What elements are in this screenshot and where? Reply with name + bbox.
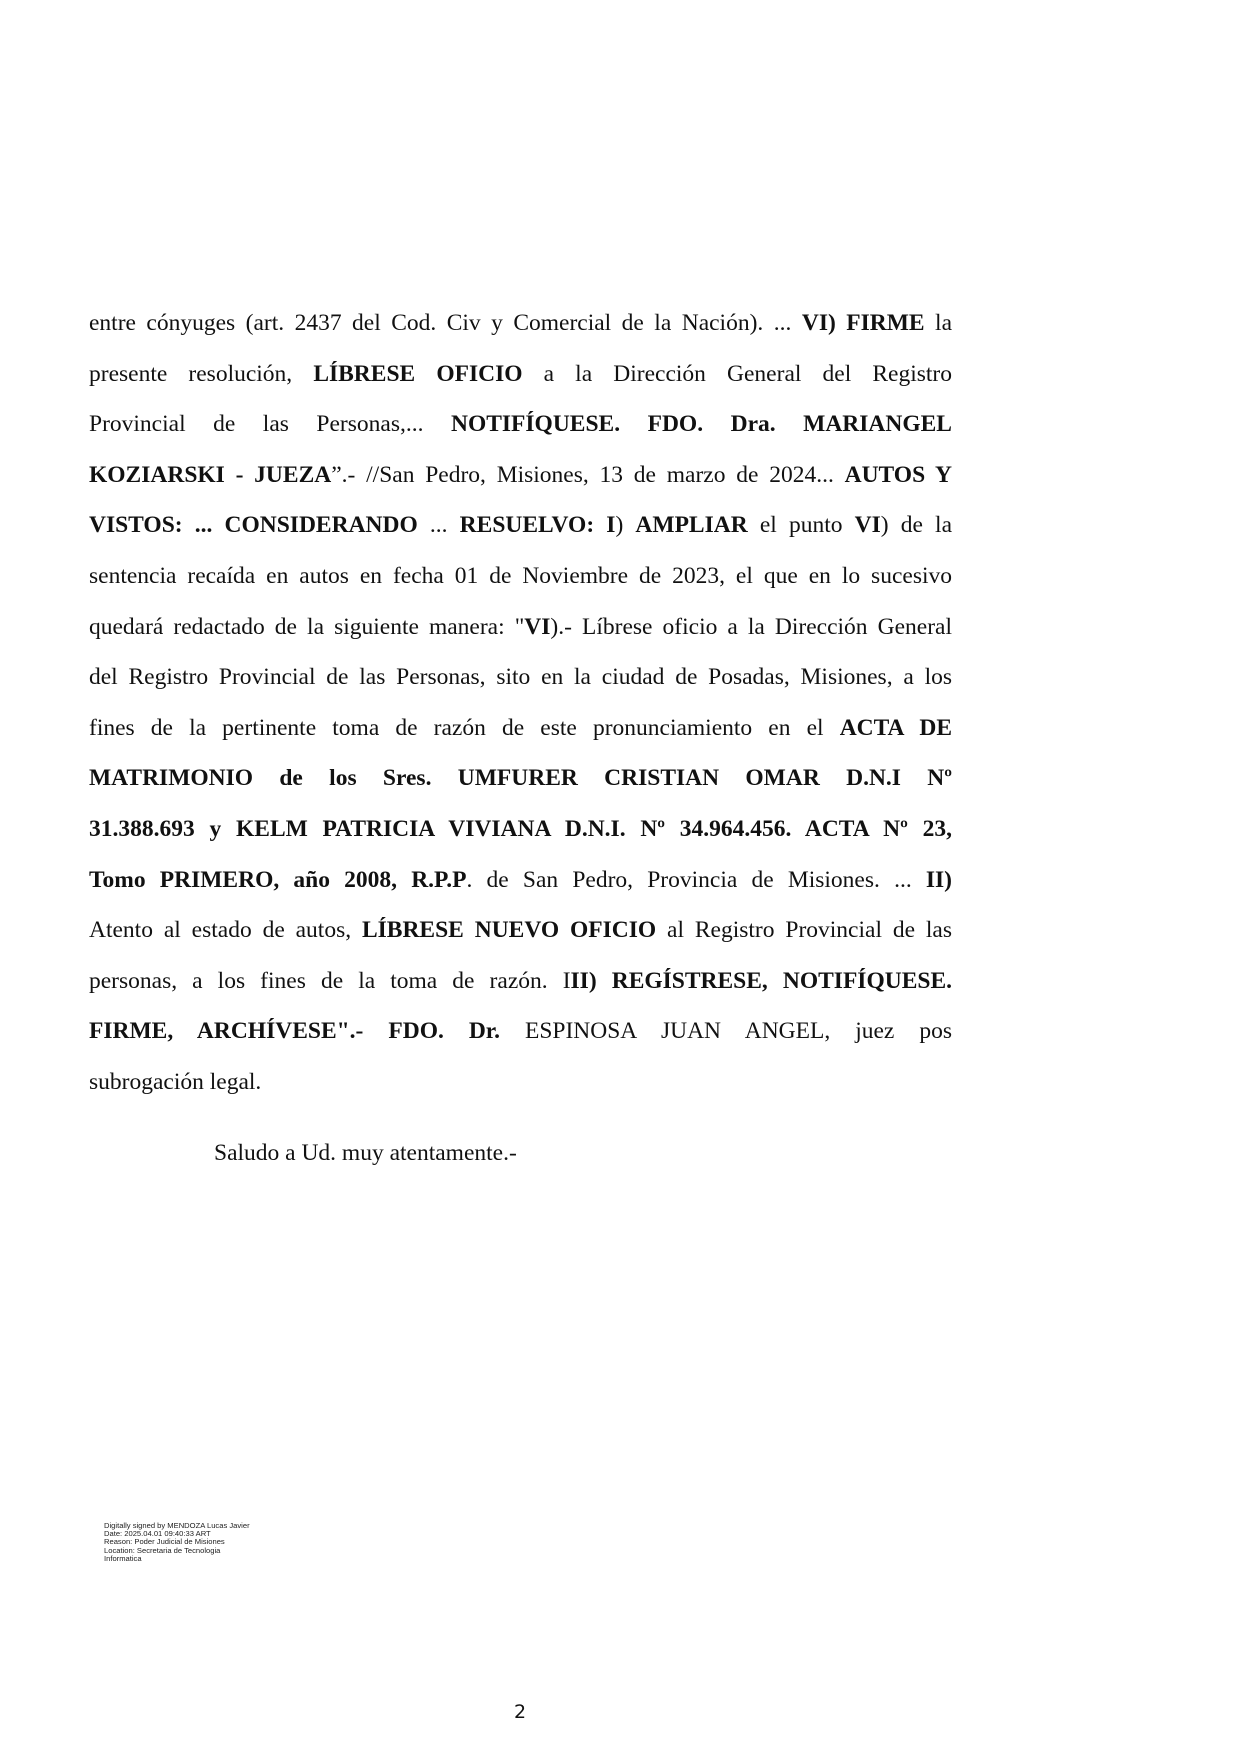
text-run: al Registro Provincial de las	[656, 917, 952, 944]
bold-text-run: NOTIFÍQUESE. FDO. Dra. MARIANGEL	[450, 411, 952, 438]
text-run: . de San Pedro, Provincia de Misiones. ...	[466, 866, 926, 893]
text-run: fines de la pertinente toma de razón de este pronunciamiento en el	[89, 714, 840, 741]
text-run: personas, a los fines de la toma de razón. I	[89, 967, 571, 994]
text-run: entre cónyuges (art. 2437 del Cod. Civ y Comercial de la Nación). ...	[89, 310, 802, 336]
signature-location: Location: Secretaria de Tecnologia	[104, 1545, 221, 1555]
text-run: presente resolución,	[89, 360, 314, 387]
text-run: a la Dirección General del Registro	[522, 360, 952, 387]
text-line	[89, 298, 952, 349]
signature-location-cont: Informatica	[104, 1553, 142, 1563]
text-line	[89, 602, 952, 653]
bold-text-run: AUTOS Y	[844, 461, 953, 488]
text-line	[89, 956, 952, 1007]
text-run: quedará redactado de la siguiente manera: "	[89, 613, 525, 640]
closing-salutation: Saludo a Ud. muy atentamente.-	[214, 1140, 517, 1166]
bold-text-run: RESUELVO: I	[459, 512, 616, 539]
bold-text-run: VI	[524, 613, 551, 640]
bold-text-run: VI) FIRME	[801, 310, 925, 336]
text-run: subrogación legal.	[89, 1068, 262, 1095]
signature-date: Date: 2025.04.01 09:40:33 ART	[104, 1529, 211, 1539]
resolution-body-text	[89, 298, 952, 1108]
text-line	[89, 855, 952, 906]
bold-text-run: VISTOS: ... CONSIDERANDO	[89, 512, 418, 539]
text-line	[89, 1006, 952, 1057]
bold-text-run: MATRIMONIO de los Sres. UMFURER CRISTIAN OMAR D.N.I Nº	[89, 765, 952, 792]
text-line	[89, 450, 952, 501]
text-line	[89, 349, 952, 400]
text-line	[89, 399, 952, 450]
text-line	[89, 551, 952, 602]
text-run: la	[924, 310, 952, 336]
bold-text-run: II) REGÍSTRESE, NOTIFÍQUESE.	[570, 967, 952, 994]
text-run: Provincial de las Personas,...	[89, 411, 451, 438]
text-run: ...	[417, 512, 460, 539]
text-run: sentencia recaída en autos en fecha 01 de Noviembre de 2023, el que en lo sucesivo	[89, 562, 952, 589]
text-line	[89, 905, 952, 956]
signature-reason: Reason: Poder Judicial de Misiones	[104, 1537, 225, 1547]
bold-text-run: FIRME, ARCHÍVESE".- FDO. Dr.	[89, 1018, 500, 1045]
bold-text-run: II)	[925, 866, 952, 893]
text-run: ) de la	[880, 512, 952, 539]
bold-text-run: Tomo PRIMERO, año 2008, R.P.P	[89, 866, 467, 893]
text-run: Atento al estado de autos,	[89, 917, 362, 944]
bold-text-run: VI	[854, 512, 881, 539]
text-run: del Registro Provincial de las Personas, sito en la ciudad de Posadas, Misiones, a los	[89, 664, 952, 691]
text-line	[89, 753, 952, 804]
bold-text-run: 31.388.693 y KELM PATRICIA VIVIANA D.N.I. Nº 34.964.456. ACTA Nº 23,	[89, 815, 952, 842]
digital-signature-stamp	[104, 1522, 324, 1563]
text-run: el punto	[747, 512, 855, 539]
text-line	[89, 652, 952, 703]
page-number: 2	[513, 1701, 527, 1723]
bold-text-run: AMPLIAR	[635, 512, 748, 539]
bold-text-run: ACTA DE	[839, 714, 953, 741]
bold-text-run: KOZIARSKI - JUEZA	[89, 461, 332, 488]
bold-text-run: LÍBRESE OFICIO	[313, 360, 523, 387]
text-run: ).- Líbrese oficio a la Dirección General	[550, 613, 952, 640]
bold-text-run: LÍBRESE NUEVO OFICIO	[361, 917, 657, 944]
signature-signed-by: Digitally signed by MENDOZA Lucas Javier	[104, 1521, 250, 1530]
text-run: ESPINOSA JUAN ANGEL, juez pos	[499, 1018, 952, 1045]
text-line	[89, 500, 952, 551]
text-line	[89, 1057, 952, 1108]
text-line	[89, 804, 952, 855]
text-run: )	[615, 512, 636, 539]
text-line	[89, 703, 952, 754]
text-run: ”.- //San Pedro, Misiones, 13 de marzo de 2024...	[331, 461, 845, 488]
